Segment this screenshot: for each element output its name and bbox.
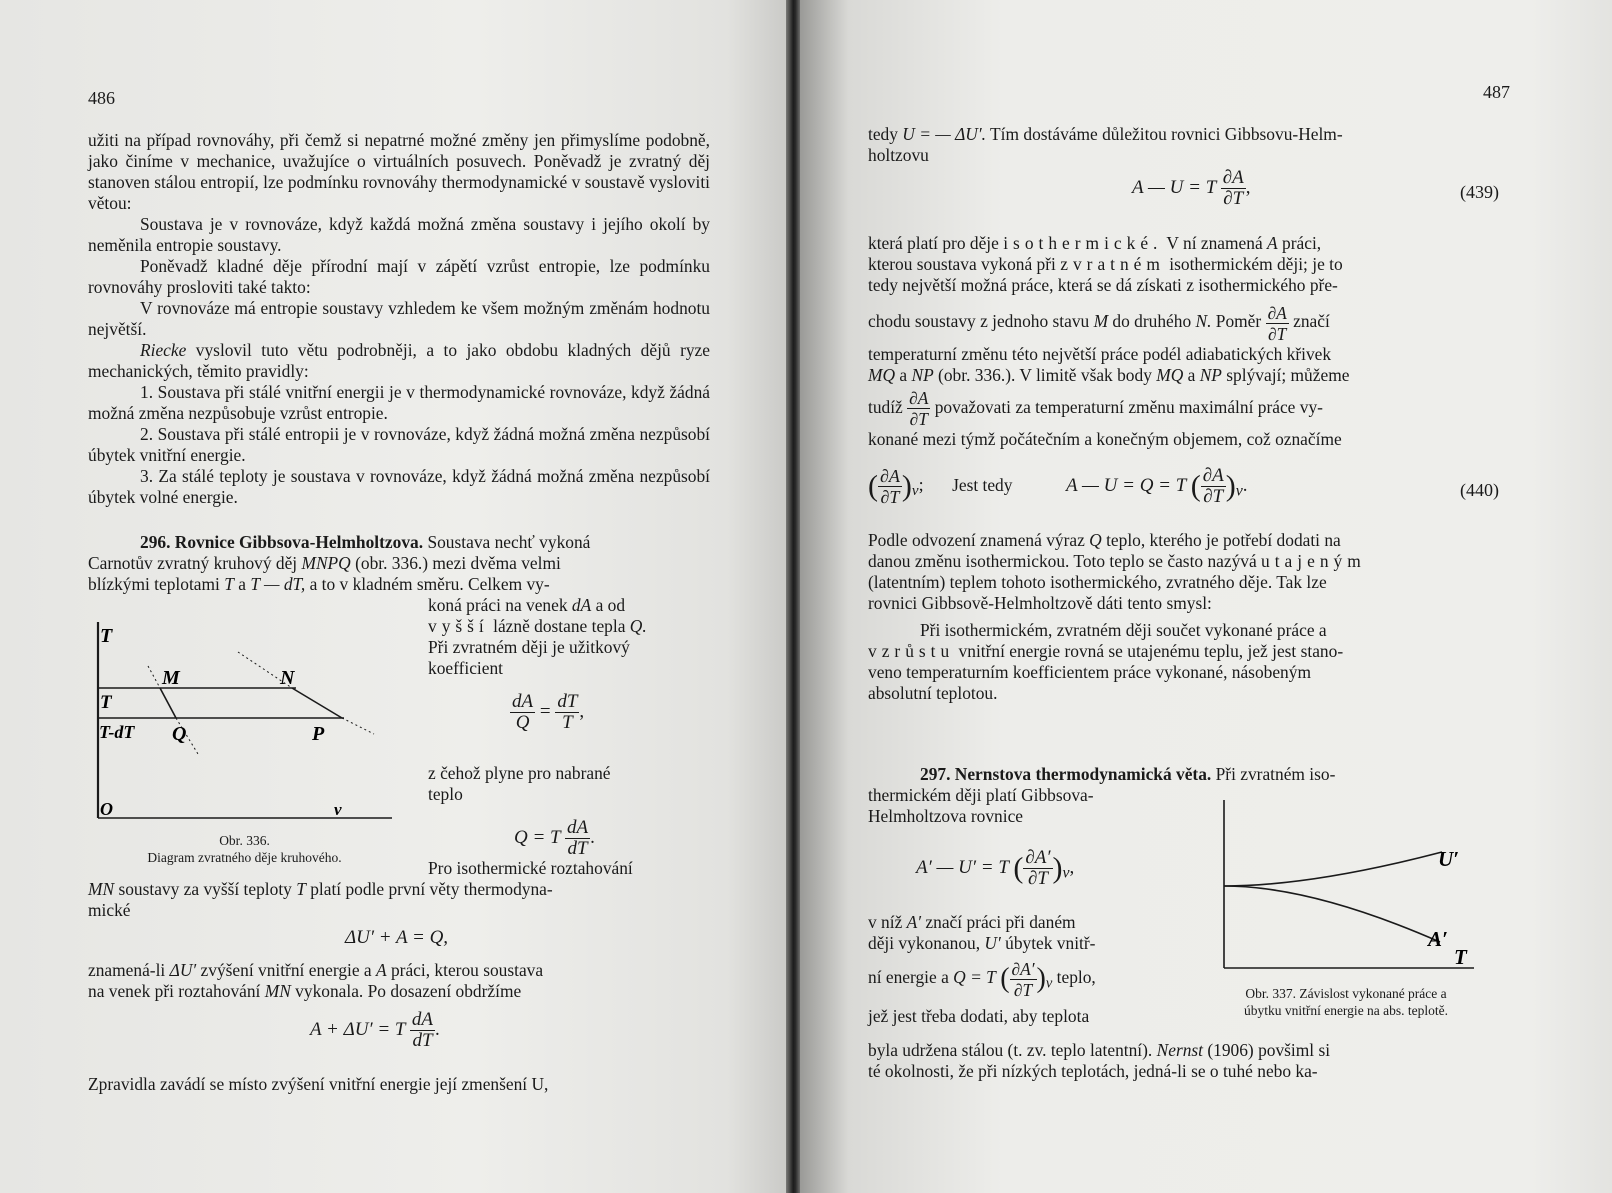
caption-line: Diagram zvratného děje kruhového. bbox=[147, 850, 342, 865]
text-line bbox=[428, 616, 710, 637]
curve-A bbox=[1224, 886, 1440, 942]
equation-439 bbox=[1132, 168, 1250, 209]
text: Poměr bbox=[1211, 311, 1262, 331]
label-P: P bbox=[312, 723, 325, 745]
text-line: teplo bbox=[428, 784, 463, 804]
text: isothermickém ději; je to bbox=[1164, 254, 1343, 274]
text: MNPQ bbox=[301, 553, 351, 573]
paragraph: Poněvadž kladné děje přírodní mají v zápětí vzrůst entropie, lze podmínku rovnováhy prosloviti také takto: bbox=[88, 256, 710, 297]
denominator: T bbox=[562, 712, 573, 733]
adiabat-MQ bbox=[160, 688, 176, 718]
text: Tím dostáváme důležitou rovnici Gibbsovu-Helm- bbox=[986, 124, 1343, 144]
section-297 bbox=[868, 764, 1512, 785]
numerator: ∂A′ bbox=[1011, 958, 1035, 979]
adiabat-extension bbox=[148, 666, 160, 688]
caption-line: Obr. 337. Závislost vykonané práce a bbox=[1245, 986, 1447, 1001]
equation-substitution: A + ΔU′ = T $\frac{dA}{dT}$ . bbox=[310, 1009, 440, 1051]
spaced-text: zvratném bbox=[1060, 254, 1165, 274]
text-line bbox=[428, 595, 710, 616]
text-line bbox=[868, 365, 1512, 386]
text-line bbox=[88, 879, 710, 900]
denominator: dT bbox=[567, 838, 588, 859]
text: MQ bbox=[868, 364, 896, 385]
fraction bbox=[1266, 303, 1289, 344]
fraction bbox=[410, 1010, 435, 1051]
spaced-text: vyšší bbox=[428, 616, 489, 636]
fraction bbox=[555, 692, 579, 733]
numerator: ∂A bbox=[1222, 167, 1244, 188]
text: Nernst bbox=[1156, 1040, 1204, 1060]
figure-side-text bbox=[428, 595, 710, 679]
denominator: Q bbox=[515, 712, 530, 733]
figure-336 bbox=[92, 622, 397, 822]
text-line bbox=[88, 553, 710, 574]
subscript: v bbox=[1045, 975, 1053, 992]
denominator: ∂T bbox=[1013, 979, 1033, 1000]
text: , bbox=[1069, 856, 1075, 878]
text-line: konané mezi týmž počátečním a konečným objemem, což označíme bbox=[868, 429, 1342, 449]
text-line bbox=[868, 641, 1512, 662]
right-page bbox=[800, 0, 1612, 1193]
text-line bbox=[868, 1040, 1512, 1061]
label-Q: Q bbox=[172, 723, 187, 745]
text: práci, kterou soustava bbox=[386, 960, 544, 980]
text-line bbox=[868, 386, 1512, 430]
section-title: 297. Nernstova thermodynamická věta. bbox=[920, 764, 1212, 784]
text: platí podle první věty thermodyna- bbox=[305, 879, 553, 899]
right-text-para2 bbox=[868, 530, 1512, 704]
text: na venek při roztahování bbox=[88, 981, 265, 1001]
section-296 bbox=[88, 532, 710, 595]
text: (1906) povšiml si bbox=[1203, 1040, 1331, 1060]
equation-lhs: A′ — U′ = T bbox=[916, 856, 1009, 878]
numerator: ∂A bbox=[909, 388, 929, 408]
subscript: v bbox=[911, 483, 919, 500]
text: teplo, bbox=[1052, 967, 1096, 987]
text: vyslovil tuto větu podrobněji, a to jako obdobu kladných dějů ryze mechanických, těmito pravidly: bbox=[88, 340, 710, 381]
text-line: holtzovu bbox=[868, 145, 929, 165]
text: která platí pro děje bbox=[868, 233, 999, 253]
fraction bbox=[907, 388, 930, 429]
text-line: (latentním) teplem tohoto isothermického, zvratného děje. Tak lze bbox=[868, 572, 1327, 592]
rule-1: 1. Soustava při stálé vnitřní energii je v thermodynamické rovnováze, když žádná možná změna nezpůsobuje vzrůst entropie. bbox=[88, 382, 710, 423]
left-text-bottom bbox=[88, 858, 710, 921]
text-line: z čehož plyne pro nabrané bbox=[428, 763, 611, 783]
text: A bbox=[1267, 233, 1278, 253]
text: Podle odvození znamená výraz bbox=[868, 530, 1090, 550]
label-U: U′ bbox=[1438, 847, 1460, 871]
text: Při zvratném iso- bbox=[1211, 764, 1336, 784]
text-line: koefficient bbox=[428, 658, 504, 678]
left-text-bottom-2 bbox=[88, 960, 710, 1002]
text-line: rovnici Gibbsově-Helmholtzově dáti tento smysl: bbox=[868, 593, 1212, 613]
text-line: Pro isothermické roztahování bbox=[428, 858, 633, 878]
spaced-text: isothermické. bbox=[1003, 233, 1163, 253]
section-title: 296. Rovnice Gibbsova-Helmholtzova. bbox=[140, 532, 424, 552]
text-line: jež jest třeba dodati, aby teplota bbox=[868, 1006, 1090, 1027]
text: považovati za temperaturní změnu maximální práce vy- bbox=[930, 396, 1323, 417]
text: T bbox=[224, 574, 234, 594]
page-number: 486 bbox=[88, 88, 115, 108]
fraction bbox=[565, 818, 590, 859]
equation-440-prefix: ( $\frac{\partial A}{\partial T}$ )$_v$; Jest tedy bbox=[868, 466, 1013, 507]
numerator: dA bbox=[512, 691, 534, 712]
text-line bbox=[868, 124, 1512, 145]
text: tudíž bbox=[868, 396, 903, 417]
text: a bbox=[233, 574, 251, 594]
text: vnitřní energie rovná se utajenému teplu, jež jest stano- bbox=[954, 641, 1344, 661]
equation-lhs: A — U = T bbox=[1132, 176, 1216, 198]
text: a to v kladném směru. Celkem vy- bbox=[305, 574, 550, 594]
text-line: Helmholtzova rovnice bbox=[868, 806, 1024, 826]
label-T-dT: T-dT bbox=[99, 722, 135, 742]
text: T — dT, bbox=[250, 574, 306, 594]
paragraph: V rovnováze má entropie soustavy vzhledem ke všem možným změnám hodnotu největší. bbox=[88, 298, 710, 339]
subscript: v bbox=[1235, 482, 1243, 500]
numerator: ∂A bbox=[1202, 465, 1224, 486]
text-line: ní energie a Q = T ( $\frac{\partial A'}{\partial T}$ )$_v$ teplo, bbox=[868, 958, 1096, 1000]
text: značí bbox=[1288, 311, 1330, 331]
caption-line: úbytku vnitřní energie na abs. teplotě. bbox=[1243, 1003, 1449, 1018]
denominator: ∂T bbox=[909, 409, 928, 429]
text: soustavy za vyšší teploty bbox=[114, 879, 297, 899]
equation-number: (439) bbox=[1460, 182, 1499, 202]
text: ΔU′ bbox=[169, 960, 197, 980]
section-heading-line bbox=[88, 532, 710, 553]
text-line bbox=[868, 933, 1178, 954]
fraction bbox=[878, 466, 902, 507]
text-line bbox=[868, 254, 1512, 275]
text: splývají; můžeme bbox=[1221, 364, 1350, 385]
right-text-bottom bbox=[868, 1040, 1512, 1082]
text-line: Při isothermickém, zvratném ději součet vykonané práce a bbox=[920, 620, 1327, 640]
curve-U bbox=[1224, 852, 1442, 886]
caption-line: Obr. 336. bbox=[219, 833, 270, 848]
section-heading-line bbox=[868, 764, 1512, 785]
text: V ní znamená bbox=[1162, 233, 1268, 253]
paragraph: Soustava je v rovnováze, když každá možná změna soustavy i jejího okolí by neměnila entropie soustavy. bbox=[88, 214, 710, 255]
text: U = — ΔU′. bbox=[902, 124, 987, 144]
left-page bbox=[0, 0, 790, 1193]
equation-lhs: A + ΔU′ = T bbox=[310, 1018, 406, 1040]
numerator: dT bbox=[557, 691, 578, 712]
numerator: dA bbox=[567, 817, 589, 838]
page-number: 487 bbox=[1483, 82, 1510, 102]
denominator: ∂T bbox=[1268, 323, 1287, 344]
adiabat-extension bbox=[342, 718, 374, 734]
text-line bbox=[868, 551, 1512, 572]
numerator: dA bbox=[411, 1009, 434, 1030]
fraction bbox=[1010, 959, 1037, 1000]
text: N. bbox=[1195, 311, 1212, 331]
label-v: v bbox=[334, 800, 342, 819]
text: dA bbox=[571, 595, 592, 615]
text: chodu soustavy z jednoho stavu bbox=[868, 311, 1094, 331]
text: Carnotův zvratný kruhový děj bbox=[88, 553, 302, 573]
label-T: T bbox=[100, 692, 112, 713]
text-line: thermickém ději platí Gibbsova- bbox=[868, 785, 1094, 805]
equation-ratio: $\frac{dA}{Q}$ = $\frac{dT}{T}$ , bbox=[512, 691, 585, 733]
text-line bbox=[868, 912, 1178, 933]
text: kterou soustava vykoná při bbox=[868, 254, 1061, 274]
equation-first-law: ΔU′ + A = Q, bbox=[345, 927, 449, 948]
text: v níž bbox=[868, 912, 907, 932]
text-line: veno temperaturním koefficientem práce vykonané, násobeným bbox=[868, 662, 1311, 682]
text: a od bbox=[591, 595, 626, 615]
text: Q. bbox=[629, 616, 647, 636]
equation-nernst: A′ — U′ = T ( $\frac{\partial A'}{\partial T}$ )$_v$, bbox=[916, 847, 1075, 889]
numerator: ∂A bbox=[880, 466, 900, 486]
axis-label-T: T bbox=[100, 625, 113, 647]
text: T bbox=[296, 879, 306, 899]
text-line bbox=[868, 530, 1512, 551]
figure-337-caption bbox=[1196, 985, 1496, 1019]
right-text-col bbox=[868, 912, 1178, 1027]
figure-side-text-2 bbox=[428, 763, 710, 805]
rule-3: 3. Za stálé teploty je soustava v rovnováze, když žádná možná změna nezpůsobí úbytek volné energie. bbox=[88, 466, 710, 507]
paragraph bbox=[88, 340, 710, 382]
pv-diagram bbox=[92, 622, 397, 822]
denominator: ∂T bbox=[1027, 868, 1048, 889]
text: NP bbox=[1199, 364, 1222, 385]
equation-number: (440) bbox=[1460, 480, 1499, 500]
fraction bbox=[1023, 848, 1052, 889]
numerator: ∂A′ bbox=[1025, 847, 1051, 868]
denominator: dT bbox=[412, 1030, 433, 1051]
text: blízkými teplotami bbox=[88, 574, 225, 594]
fraction bbox=[510, 692, 535, 733]
label-N: N bbox=[280, 667, 295, 689]
label-A: A′ bbox=[1428, 927, 1448, 951]
spaced-text: vzrůstu bbox=[868, 641, 955, 661]
text: práci, bbox=[1277, 233, 1322, 253]
right-text-para1 bbox=[868, 233, 1512, 450]
text: Q = T bbox=[953, 967, 996, 987]
text: U′ bbox=[984, 933, 1001, 953]
denominator: ∂T bbox=[880, 487, 900, 507]
text: MN bbox=[264, 981, 291, 1001]
text: značí práci při daném bbox=[921, 912, 1076, 932]
text: Jest tedy bbox=[952, 474, 1013, 495]
left-text-top bbox=[88, 130, 710, 508]
text-line: tedy největší možná práce, která se dá získati z isothermického pře- bbox=[868, 275, 1338, 295]
text: do druhého bbox=[1108, 311, 1196, 331]
text: MQ bbox=[1156, 364, 1184, 385]
equation-lhs: Q = T bbox=[514, 826, 561, 848]
spaced-text: utajeným bbox=[1261, 551, 1366, 571]
text-line: Při zvratném ději je užitkový bbox=[428, 637, 630, 657]
text: M bbox=[1093, 311, 1109, 331]
fraction bbox=[1221, 168, 1246, 209]
subscript: v bbox=[1062, 864, 1070, 882]
numerator: ∂A bbox=[1267, 302, 1287, 323]
text: úbytek vnitř- bbox=[1000, 933, 1096, 953]
text-line bbox=[868, 233, 1512, 254]
section-297-col bbox=[868, 785, 1190, 827]
text-line: absolutní teplotou. bbox=[868, 683, 998, 703]
text: danou změnu isothermickou. Toto teplo se často nazývá bbox=[868, 551, 1262, 571]
text-line bbox=[868, 300, 1512, 344]
text: A bbox=[376, 960, 387, 980]
label-O: O bbox=[100, 799, 113, 819]
label-T: T bbox=[1454, 945, 1467, 969]
text: (obr. 336.). V limitě však body bbox=[933, 364, 1157, 385]
text: byla udržena stálou (t. zv. teplo latentní). bbox=[868, 1040, 1157, 1060]
text: Q bbox=[1089, 530, 1102, 550]
rule-2: 2. Soustava při stálé entropii je v rovnováze, když žádná možná změna nezpůsobí úbytek vnitřní energie. bbox=[88, 424, 710, 465]
text: koná práci na venek bbox=[428, 595, 572, 615]
text: tedy bbox=[868, 124, 903, 144]
text: a bbox=[1183, 364, 1200, 385]
text: zvýšení vnitřní energie a bbox=[196, 960, 376, 980]
text: A′ bbox=[906, 912, 922, 932]
text: Soustava nechť vykoná bbox=[427, 532, 591, 552]
right-text-top bbox=[868, 124, 1512, 166]
figure-337 bbox=[1212, 800, 1482, 972]
label-M: M bbox=[162, 667, 180, 689]
text: MN bbox=[88, 879, 115, 899]
denominator: ∂T bbox=[1223, 188, 1244, 209]
text: vykonala. Po dosazení obdržíme bbox=[290, 981, 522, 1001]
fraction bbox=[1201, 466, 1226, 507]
text-line bbox=[88, 981, 710, 1002]
paragraph: užiti na případ rovnováhy, při čemž si nepatrné možné změny jen přimyslíme podobně, jako činíme v mechanice, uvažujíce o virtuálních posuvech. Poněvadž je zvratný děj stanoven stálou entropií, lze podmínku rovnováhy thermodynamické v soustavě vysloviti větou: bbox=[88, 130, 710, 213]
adiabat-NP bbox=[292, 688, 342, 718]
text: lázně dostane tepla bbox=[488, 616, 630, 636]
text-line: té okolnosti, že při nízkých teplotách, jedná-li se o tuhé nebo ka- bbox=[868, 1061, 1318, 1081]
equation-440: A — U = Q = T ( $\frac{\partial A}{\partial T}$ )$_v$. bbox=[1066, 465, 1248, 507]
equation-q: Q = T $\frac{dA}{dT}$ . bbox=[514, 817, 595, 859]
text: teplo, kterého je potřebí dodati na bbox=[1101, 530, 1341, 550]
nernst-diagram bbox=[1212, 800, 1482, 972]
text: (obr. 336.) mezi dvěma velmi bbox=[350, 553, 561, 573]
text-line bbox=[88, 960, 710, 981]
text: ní energie a bbox=[868, 967, 954, 987]
denominator: ∂T bbox=[1203, 486, 1224, 507]
text-line: mické bbox=[88, 900, 131, 920]
equation-lhs: A — U = Q = T bbox=[1066, 474, 1186, 496]
text: ději vykonanou, bbox=[868, 933, 985, 953]
author-name: Riecke bbox=[140, 340, 187, 360]
text: NP bbox=[911, 364, 934, 385]
text-line: temperaturní změnu této největší práce podél adiabatických křivek bbox=[868, 343, 1332, 364]
text: a bbox=[895, 364, 912, 385]
text: znamená-li bbox=[88, 960, 170, 980]
left-last-line: Zpravidla zavádí se místo zvýšení vnitřní energie její zmenšení U, bbox=[88, 1074, 549, 1094]
text: , bbox=[1245, 176, 1251, 198]
text-line bbox=[88, 574, 710, 595]
